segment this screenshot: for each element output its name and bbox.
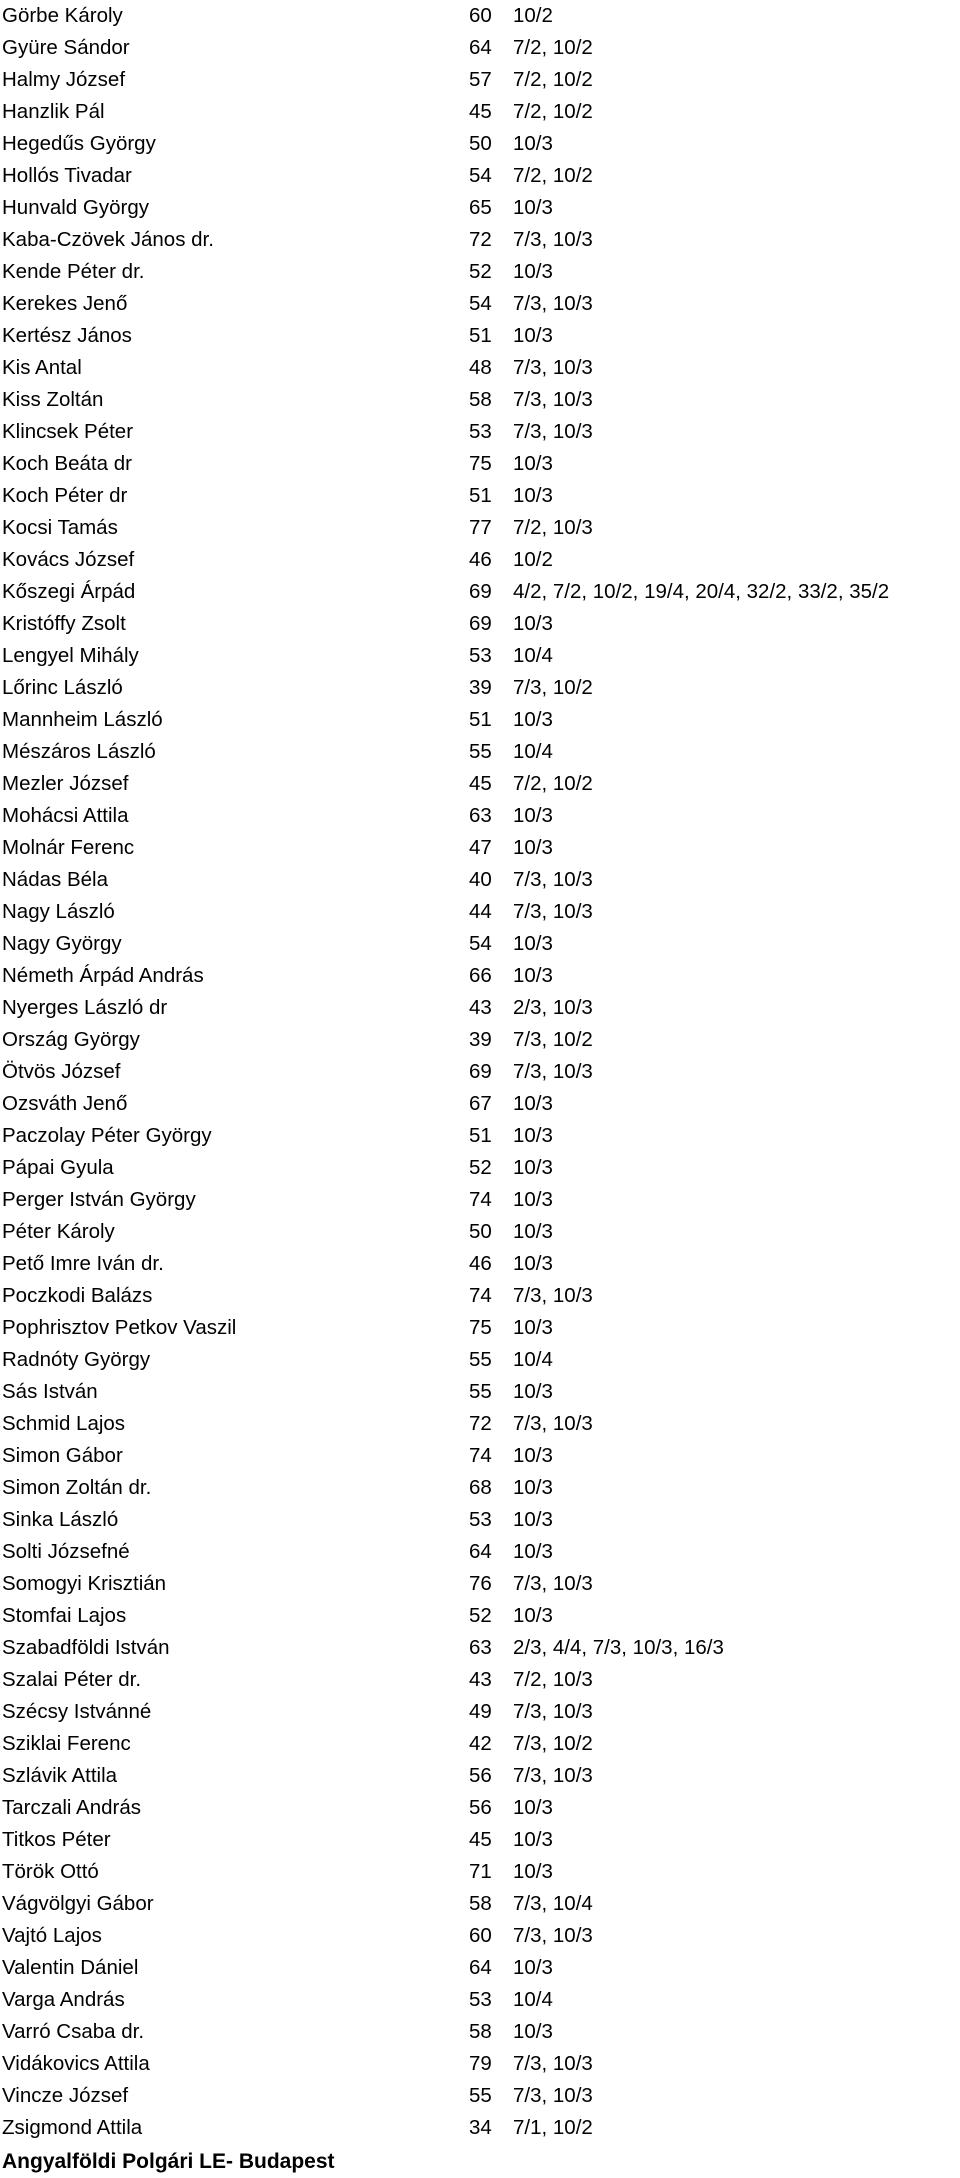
member-references: 10/3 <box>513 1092 553 1115</box>
member-name: Ország György <box>2 1028 140 1051</box>
member-references: 10/3 <box>513 1252 553 1275</box>
member-references: 10/3 <box>513 1444 553 1467</box>
list-item <box>0 64 960 96</box>
list-item <box>0 1824 960 1856</box>
member-references: 7/2, 10/2 <box>513 772 593 795</box>
member-age: 50 <box>469 132 492 155</box>
member-name: Szlávik Attila <box>2 1764 118 1787</box>
member-references: 10/3 <box>513 836 553 859</box>
list-item <box>0 832 960 864</box>
member-age: 64 <box>469 1956 492 1979</box>
member-references: 10/3 <box>513 196 553 219</box>
member-name: Vágvölgyi Gábor <box>2 1892 154 1915</box>
list-item <box>0 96 960 128</box>
member-age: 53 <box>469 1508 492 1531</box>
list-item <box>0 288 960 320</box>
list-item <box>0 1216 960 1248</box>
list-item <box>0 1280 960 1312</box>
list-item <box>0 640 960 672</box>
member-name: Sinka László <box>2 1508 119 1531</box>
member-name: Schmid Lajos <box>2 1412 126 1435</box>
member-name: Stomfai Lajos <box>2 1604 127 1627</box>
member-references: 10/4 <box>513 740 553 763</box>
member-age: 71 <box>469 1860 492 1883</box>
member-name: Kovács József <box>2 548 135 571</box>
member-name: Varró Csaba dr. <box>2 2020 145 2043</box>
member-references: 7/3, 10/3 <box>513 1284 593 1307</box>
member-age: 52 <box>469 1156 492 1179</box>
list-item <box>0 1888 960 1920</box>
member-references: 10/3 <box>513 1860 553 1883</box>
list-item <box>0 1984 960 2016</box>
list-item <box>0 1376 960 1408</box>
member-references: 2/3, 4/4, 7/3, 10/3, 16/3 <box>513 1636 724 1659</box>
member-references: 7/3, 10/3 <box>513 900 593 923</box>
member-age: 64 <box>469 1540 492 1563</box>
list-item <box>0 1600 960 1632</box>
list-item <box>0 1312 960 1344</box>
member-references: 10/3 <box>513 1796 553 1819</box>
member-age: 52 <box>469 1604 492 1627</box>
member-name: Szécsy Istvánné <box>2 1700 152 1723</box>
member-age: 74 <box>469 1284 492 1307</box>
member-references: 10/3 <box>513 1540 553 1563</box>
member-references: 10/4 <box>513 1348 553 1371</box>
list-item <box>0 928 960 960</box>
list-item <box>0 800 960 832</box>
member-references: 7/2, 10/2 <box>513 100 593 123</box>
member-age: 63 <box>469 804 492 827</box>
member-age: 57 <box>469 68 492 91</box>
list-item <box>0 1472 960 1504</box>
member-age: 74 <box>469 1188 492 1211</box>
member-references: 10/3 <box>513 1156 553 1179</box>
member-name: Tarczali András <box>2 1796 142 1819</box>
member-name: Görbe Károly <box>2 4 123 27</box>
member-references: 10/2 <box>513 4 553 27</box>
member-name: Perger István György <box>2 1188 196 1211</box>
list-item <box>0 2112 960 2144</box>
member-references: 7/2, 10/2 <box>513 68 593 91</box>
member-name: Solti Józsefné <box>2 1540 130 1563</box>
list-item <box>0 1728 960 1760</box>
member-name: Hanzlik Pál <box>2 100 105 123</box>
member-age: 72 <box>469 228 492 251</box>
member-name: Kertész János <box>2 324 132 347</box>
member-name: Kőszegi Árpád <box>2 580 136 603</box>
member-age: 55 <box>469 1348 492 1371</box>
member-name: Simon Gábor <box>2 1444 123 1467</box>
member-name: Halmy József <box>2 68 126 91</box>
member-references: 7/2, 10/2 <box>513 36 593 59</box>
list-item <box>0 1920 960 1952</box>
member-references: 10/3 <box>513 932 553 955</box>
member-name: Nagy György <box>2 932 122 955</box>
list-item <box>0 1408 960 1440</box>
member-references: 7/3, 10/3 <box>513 1412 593 1435</box>
member-age: 51 <box>469 484 492 507</box>
member-age: 58 <box>469 2020 492 2043</box>
list-item <box>0 224 960 256</box>
member-age: 51 <box>469 324 492 347</box>
member-name: Radnóty György <box>2 1348 151 1371</box>
member-references: 10/3 <box>513 1604 553 1627</box>
member-references: 10/3 <box>513 1508 553 1531</box>
list-item <box>0 576 960 608</box>
list-item <box>0 480 960 512</box>
member-age: 40 <box>469 868 492 891</box>
member-references: 10/3 <box>513 1188 553 1211</box>
member-age: 53 <box>469 1988 492 2011</box>
member-references: 7/3, 10/2 <box>513 676 593 699</box>
member-age: 45 <box>469 1828 492 1851</box>
member-age: 46 <box>469 548 492 571</box>
member-references: 10/3 <box>513 1476 553 1499</box>
member-age: 69 <box>469 1060 492 1083</box>
list-item <box>0 320 960 352</box>
member-name: Varga András <box>2 1988 125 2011</box>
list-item <box>0 704 960 736</box>
member-references: 7/2, 10/3 <box>513 1668 593 1691</box>
member-name: Péter Károly <box>2 1220 115 1243</box>
member-references: 4/2, 7/2, 10/2, 19/4, 20/4, 32/2, 33/2, 35/2 <box>513 580 890 603</box>
member-references: 7/3, 10/3 <box>513 2052 593 2075</box>
member-name: Kaba-Czövek János dr. <box>2 228 214 251</box>
list-item <box>0 384 960 416</box>
member-references: 10/3 <box>513 1220 553 1243</box>
member-references: 10/3 <box>513 1956 553 1979</box>
member-references: 7/3, 10/3 <box>513 1060 593 1083</box>
member-age: 72 <box>469 1412 492 1435</box>
list-item <box>0 768 960 800</box>
list-item <box>0 2016 960 2048</box>
list-item <box>0 1952 960 1984</box>
club-heading: Angyalföldi Polgári LE- Budapest <box>2 2150 335 2173</box>
member-name: Mohácsi Attila <box>2 804 129 827</box>
list-item <box>0 1760 960 1792</box>
member-name: Hunvald György <box>2 196 149 219</box>
list-item <box>0 1056 960 1088</box>
list-item <box>0 672 960 704</box>
list-item <box>0 1696 960 1728</box>
member-name: Titkos Péter <box>2 1828 111 1851</box>
member-name: Kristóffy Zsolt <box>2 612 126 635</box>
member-references: 7/3, 10/3 <box>513 1924 593 1947</box>
member-age: 60 <box>469 4 492 27</box>
member-references: 7/2, 10/3 <box>513 516 593 539</box>
member-name: Sás István <box>2 1380 98 1403</box>
member-age: 77 <box>469 516 492 539</box>
list-item <box>0 1536 960 1568</box>
list-item <box>0 608 960 640</box>
member-references: 7/3, 10/3 <box>513 1572 593 1595</box>
member-references: 10/3 <box>513 452 553 475</box>
member-age: 75 <box>469 452 492 475</box>
member-references: 7/3, 10/2 <box>513 1732 593 1755</box>
member-name: Pető Imre Iván dr. <box>2 1252 164 1275</box>
list-item <box>0 1440 960 1472</box>
member-age: 53 <box>469 644 492 667</box>
member-age: 43 <box>469 1668 492 1691</box>
member-age: 79 <box>469 2052 492 2075</box>
member-references: 7/3, 10/3 <box>513 292 593 315</box>
list-item <box>0 1120 960 1152</box>
member-name: Kis Antal <box>2 356 82 379</box>
member-name: Mannheim László <box>2 708 163 731</box>
member-age: 56 <box>469 1796 492 1819</box>
member-age: 55 <box>469 740 492 763</box>
list-item <box>0 1184 960 1216</box>
member-age: 45 <box>469 772 492 795</box>
list-item <box>0 1344 960 1376</box>
list-item <box>0 1152 960 1184</box>
member-age: 63 <box>469 1636 492 1659</box>
member-age: 45 <box>469 100 492 123</box>
member-references: 10/3 <box>513 964 553 987</box>
member-name: Hollós Tivadar <box>2 164 132 187</box>
list-item <box>0 512 960 544</box>
list-item <box>0 32 960 64</box>
member-name: Klincsek Péter <box>2 420 134 443</box>
member-references: 7/3, 10/2 <box>513 1028 593 1051</box>
list-item <box>0 1024 960 1056</box>
member-age: 69 <box>469 612 492 635</box>
list-item <box>0 1504 960 1536</box>
list-item <box>0 960 960 992</box>
member-age: 66 <box>469 964 492 987</box>
member-age: 39 <box>469 676 492 699</box>
member-references: 7/3, 10/3 <box>513 2084 593 2107</box>
member-age: 76 <box>469 1572 492 1595</box>
member-references: 10/3 <box>513 708 553 731</box>
member-age: 69 <box>469 580 492 603</box>
member-age: 51 <box>469 1124 492 1147</box>
list-item <box>0 192 960 224</box>
member-references: 10/3 <box>513 1316 553 1339</box>
member-name: Vajtó Lajos <box>2 1924 102 1947</box>
member-age: 46 <box>469 1252 492 1275</box>
member-age: 44 <box>469 900 492 923</box>
member-references: 10/3 <box>513 260 553 283</box>
member-age: 52 <box>469 260 492 283</box>
member-age: 75 <box>469 1316 492 1339</box>
member-name: Simon Zoltán dr. <box>2 1476 152 1499</box>
member-name: Zsigmond Attila <box>2 2116 143 2139</box>
member-references: 10/3 <box>513 612 553 635</box>
member-references: 10/3 <box>513 1380 553 1403</box>
member-age: 43 <box>469 996 492 1019</box>
member-references: 7/3, 10/3 <box>513 356 593 379</box>
member-name: Kende Péter dr. <box>2 260 145 283</box>
member-age: 64 <box>469 36 492 59</box>
member-age: 68 <box>469 1476 492 1499</box>
member-name: Lengyel Mihály <box>2 644 139 667</box>
list-item <box>0 0 960 32</box>
member-references: 10/3 <box>513 484 553 507</box>
member-name: Szalai Péter dr. <box>2 1668 142 1691</box>
list-item <box>0 992 960 1024</box>
member-age: 39 <box>469 1028 492 1051</box>
member-age: 42 <box>469 1732 492 1755</box>
member-age: 60 <box>469 1924 492 1947</box>
member-name: Kiss Zoltán <box>2 388 104 411</box>
member-references: 10/2 <box>513 548 553 571</box>
list-item <box>0 416 960 448</box>
member-references: 10/3 <box>513 324 553 347</box>
member-age: 54 <box>469 164 492 187</box>
member-references: 7/3, 10/3 <box>513 228 593 251</box>
member-age: 55 <box>469 1380 492 1403</box>
member-age: 74 <box>469 1444 492 1467</box>
member-references: 7/3, 10/4 <box>513 1892 593 1915</box>
member-name: Paczolay Péter György <box>2 1124 212 1147</box>
member-age: 54 <box>469 932 492 955</box>
member-age: 48 <box>469 356 492 379</box>
member-age: 51 <box>469 708 492 731</box>
list-item <box>0 864 960 896</box>
member-name: Pophrisztov Petkov Vaszil <box>2 1316 237 1339</box>
member-name: Mezler József <box>2 772 129 795</box>
member-name: Vidákovics Attila <box>2 2052 150 2075</box>
member-age: 54 <box>469 292 492 315</box>
member-name: Mészáros László <box>2 740 156 763</box>
list-item <box>0 1248 960 1280</box>
member-name: Hegedűs György <box>2 132 156 155</box>
member-name: Nyerges László dr <box>2 996 168 1019</box>
member-age: 58 <box>469 388 492 411</box>
member-name: Török Ottó <box>2 1860 99 1883</box>
list-item <box>0 544 960 576</box>
list-item <box>0 736 960 768</box>
member-age: 49 <box>469 1700 492 1723</box>
member-name: Kocsi Tamás <box>2 516 118 539</box>
member-references: 10/3 <box>513 804 553 827</box>
member-age: 67 <box>469 1092 492 1115</box>
member-name: Vincze József <box>2 2084 129 2107</box>
member-references: 10/4 <box>513 644 553 667</box>
list-item <box>0 1856 960 1888</box>
member-name: Ötvös József <box>2 1060 121 1083</box>
member-name: Lőrinc László <box>2 676 123 699</box>
member-references: 10/3 <box>513 1828 553 1851</box>
list-item <box>0 1792 960 1824</box>
member-references: 10/3 <box>513 2020 553 2043</box>
member-name: Kerekes Jenő <box>2 292 128 315</box>
member-name: Valentin Dániel <box>2 1956 139 1979</box>
member-name: Gyüre Sándor <box>2 36 130 59</box>
member-name: Sziklai Ferenc <box>2 1732 131 1755</box>
list-item <box>0 128 960 160</box>
member-name: Molnár Ferenc <box>2 836 135 859</box>
member-name: Koch Beáta dr <box>2 452 132 475</box>
member-name: Koch Péter dr <box>2 484 128 507</box>
member-age: 47 <box>469 836 492 859</box>
member-references: 7/3, 10/3 <box>513 1700 593 1723</box>
member-name: Pápai Gyula <box>2 1156 114 1179</box>
member-references: 7/3, 10/3 <box>513 388 593 411</box>
member-references: 7/3, 10/3 <box>513 868 593 891</box>
member-references: 7/3, 10/3 <box>513 1764 593 1787</box>
list-item <box>0 2080 960 2112</box>
list-item <box>0 448 960 480</box>
list-item <box>0 256 960 288</box>
member-name: Somogyi Krisztián <box>2 1572 167 1595</box>
member-name: Nádas Béla <box>2 868 108 891</box>
member-references: 2/3, 10/3 <box>513 996 593 1019</box>
list-item <box>0 1632 960 1664</box>
member-age: 58 <box>469 1892 492 1915</box>
list-item <box>0 2048 960 2080</box>
member-name: Szabadföldi István <box>2 1636 170 1659</box>
list-item <box>0 1568 960 1600</box>
member-age: 50 <box>469 1220 492 1243</box>
list-item <box>0 1664 960 1696</box>
member-references: 10/4 <box>513 1988 553 2011</box>
member-name: Németh Árpád András <box>2 964 204 987</box>
member-references: 10/3 <box>513 132 553 155</box>
member-name: Poczkodi Balázs <box>2 1284 153 1307</box>
member-references: 7/3, 10/3 <box>513 420 593 443</box>
list-item <box>0 1088 960 1120</box>
member-references: 10/3 <box>513 1124 553 1147</box>
member-age: 56 <box>469 1764 492 1787</box>
member-age: 55 <box>469 2084 492 2107</box>
member-name: Ozsváth Jenő <box>2 1092 128 1115</box>
member-age: 34 <box>469 2116 492 2139</box>
list-item <box>0 160 960 192</box>
member-references: 7/2, 10/2 <box>513 164 593 187</box>
member-references: 7/1, 10/2 <box>513 2116 593 2139</box>
member-age: 53 <box>469 420 492 443</box>
list-item <box>0 352 960 384</box>
member-name: Nagy László <box>2 900 115 923</box>
member-age: 65 <box>469 196 492 219</box>
list-item <box>0 896 960 928</box>
